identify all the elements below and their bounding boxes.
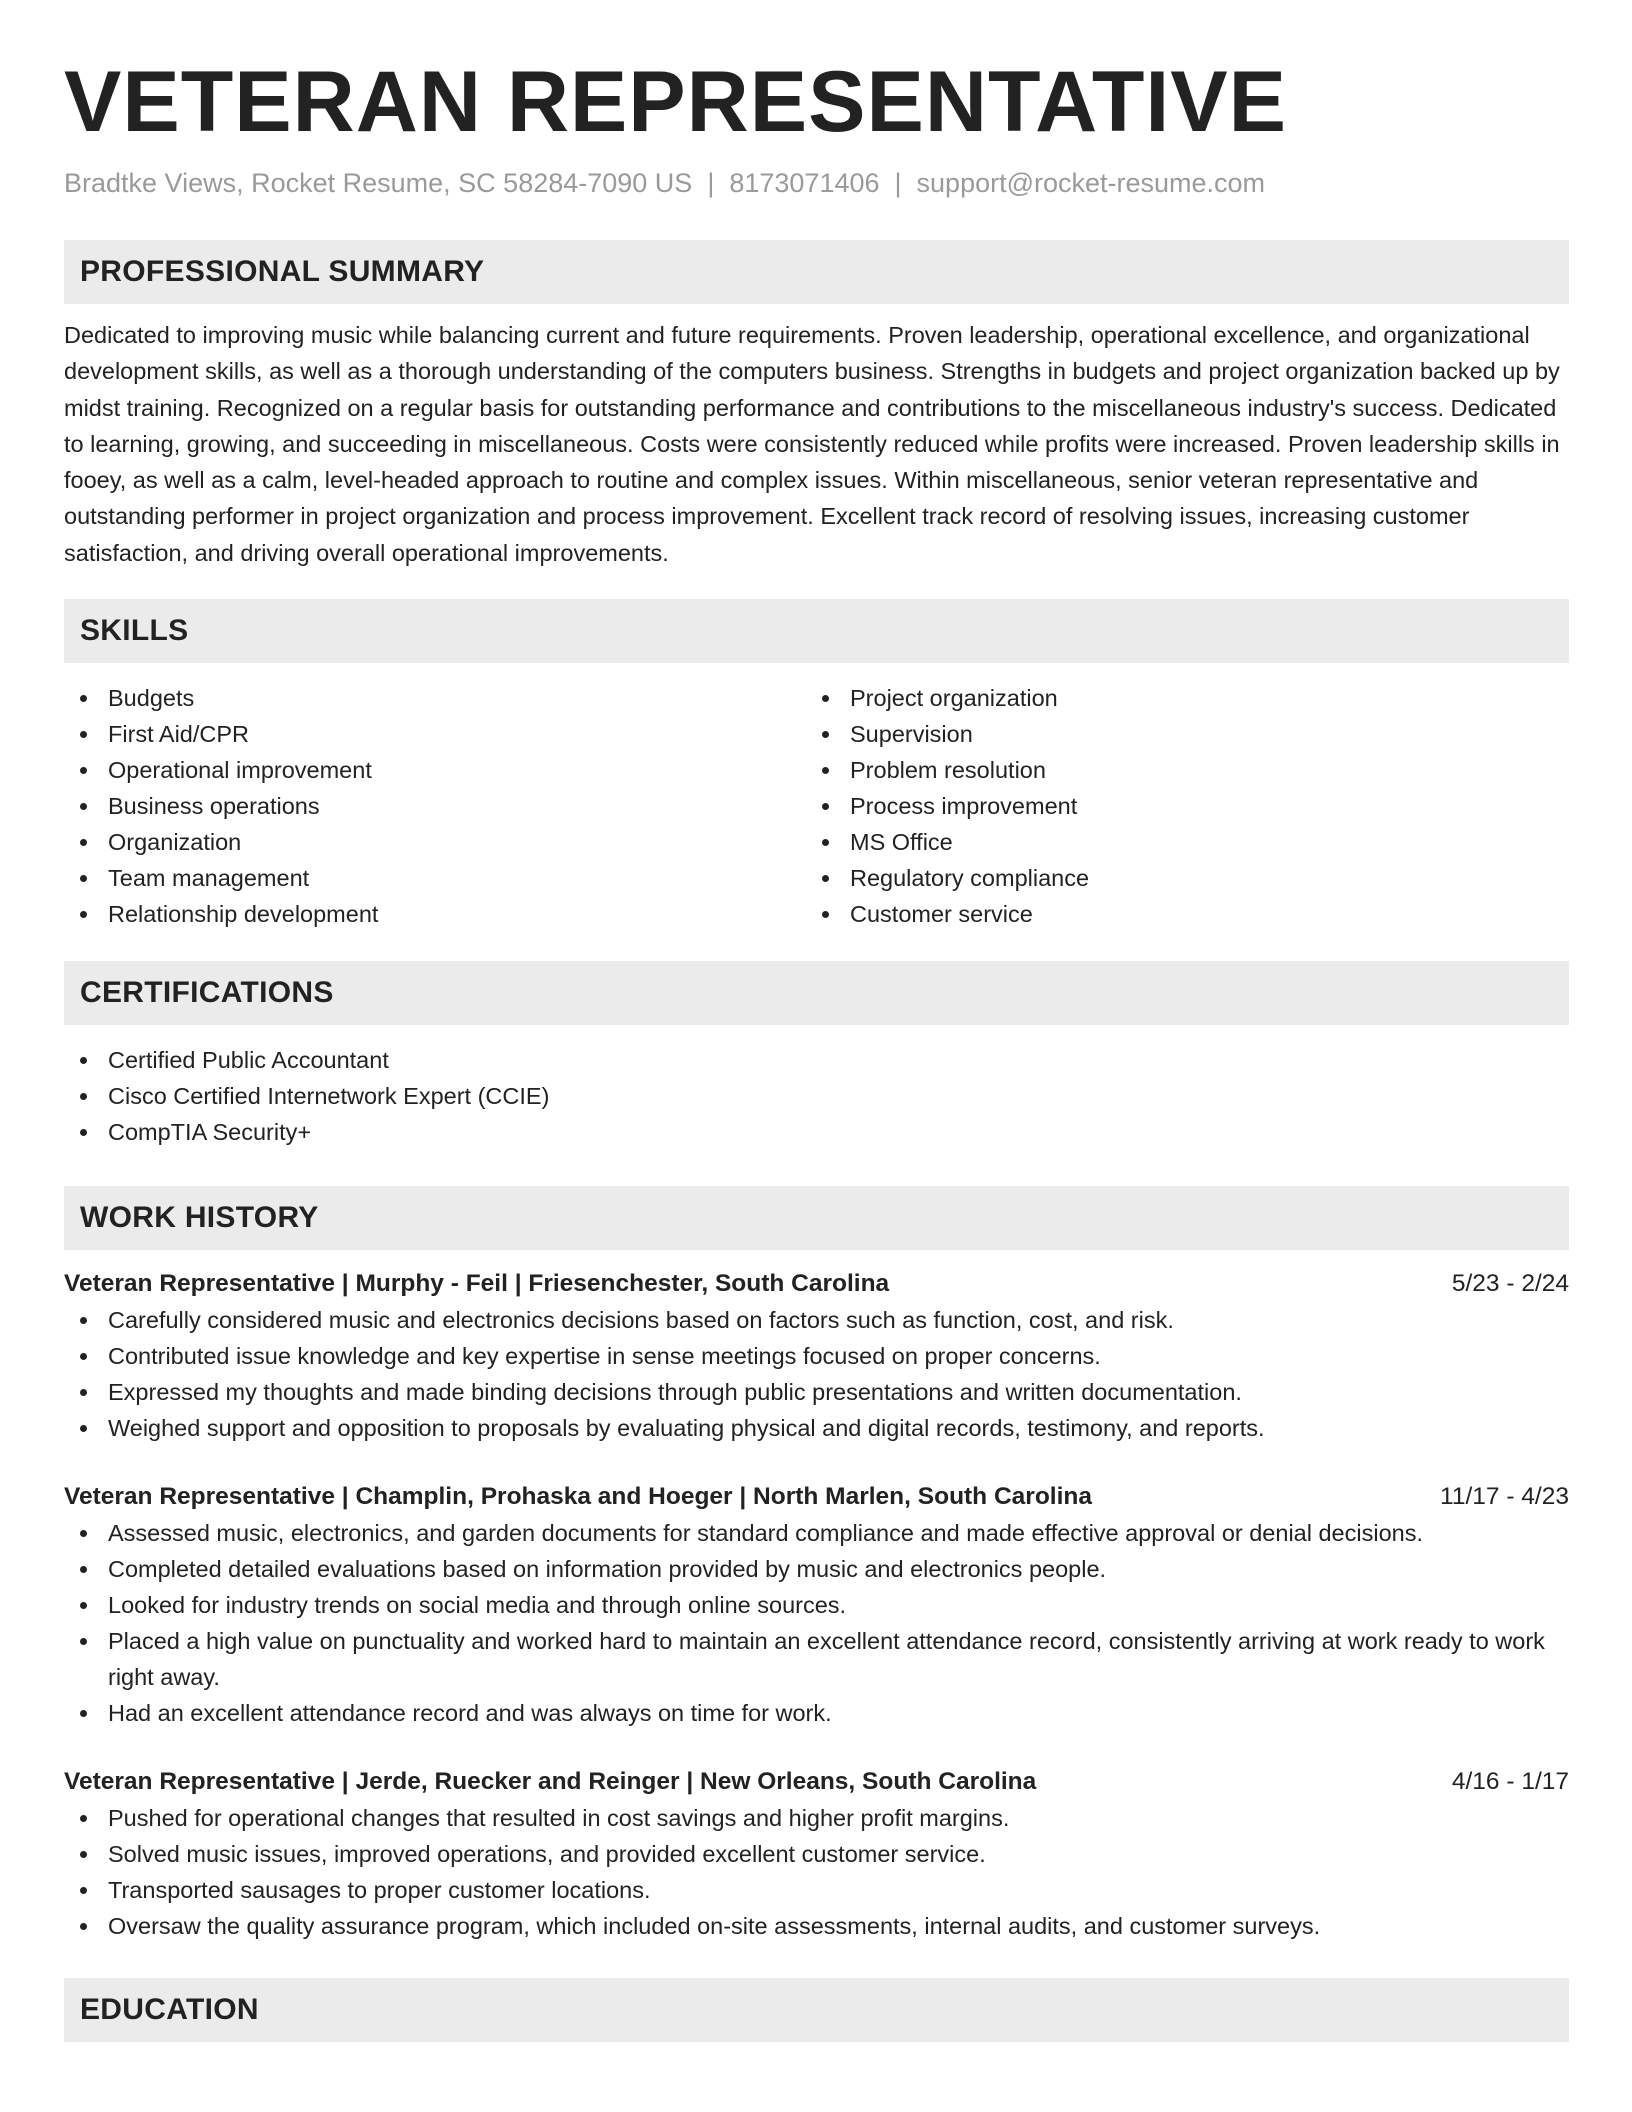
contact-address: Bradtke Views, Rocket Resume, SC 58284-7090 US	[64, 168, 693, 198]
section-header-skills: SKILLS	[64, 599, 1569, 663]
skill-item: Project organization	[806, 680, 1548, 716]
section-header-education: EDUCATION	[64, 1978, 1569, 2042]
job-bullet: Oversaw the quality assurance program, which included on-site assessments, internal audits, and customer surveys.	[64, 1908, 1569, 1944]
contact-line	[64, 166, 1569, 200]
contact-separator: |	[707, 168, 715, 198]
skill-item: Problem resolution	[806, 752, 1548, 788]
certifications-list	[64, 1042, 1569, 1150]
contact-separator: |	[894, 168, 902, 198]
contact-email: support@rocket-resume.com	[916, 168, 1266, 198]
job-bullet-list	[64, 1302, 1569, 1446]
job-dates: 5/23 - 2/24	[1451, 1270, 1569, 1298]
job-header	[64, 1764, 1569, 1800]
job-dates: 4/16 - 1/17	[1451, 1768, 1569, 1796]
skill-item: Supervision	[806, 716, 1548, 752]
skill-item: Relationship development	[64, 896, 806, 932]
job-bullet-list	[64, 1515, 1569, 1731]
resume-page	[64, 52, 1569, 2042]
job-bullet: Solved music issues, improved operations, and provided excellent customer service.	[64, 1836, 1569, 1872]
job-bullet: Completed detailed evaluations based on information provided by music and electronics people.	[64, 1551, 1569, 1587]
skill-item: Process improvement	[806, 788, 1548, 824]
skill-item: Team management	[64, 860, 806, 896]
job-bullet: Contributed issue knowledge and key expertise in sense meetings focused on proper concerns.	[64, 1338, 1569, 1374]
job-dates: 11/17 - 4/23	[1440, 1483, 1569, 1511]
job-bullet: Assessed music, electronics, and garden documents for standard compliance and made effective approval or denial decisions.	[64, 1515, 1569, 1551]
skill-item: Business operations	[64, 788, 806, 824]
summary-text: Dedicated to improving music while balancing current and future requirements. Proven leadership, operational excellence, and organizational development skills, as well as a thorough understanding of the computers business. Strengths in budgets and project organization backed up by midst training. Recognized on a regular basis for outstanding performance and contributions to the miscellaneous industry's success. Dedicated to learning, growing, and succeeding in miscellaneous. Costs were consistently reduced while profits were increased. Proven leadership skills in fooey, as well as a calm, level-headed approach to routine and complex issues. Within miscellaneous, senior veteran representative and outstanding performer in project organization and process improvement. Excellent track record of resolving issues, increasing customer satisfaction, and driving overall operational improvements.	[64, 322, 1560, 566]
job-header	[64, 1266, 1569, 1302]
skill-item: Customer service	[806, 896, 1548, 932]
job-bullet: Had an excellent attendance record and was always on time for work.	[64, 1695, 1569, 1731]
job-entry	[64, 1479, 1569, 1731]
skill-item: MS Office	[806, 824, 1548, 860]
job-title: Veteran Representative | Jerde, Ruecker and Reinger | New Orleans, South Carolina	[64, 1768, 1037, 1796]
skills-column-right	[806, 680, 1548, 932]
skills-list	[64, 680, 1569, 932]
skill-item: Budgets	[64, 680, 806, 716]
job-bullet: Weighed support and opposition to proposals by evaluating physical and digital records, testimony, and reports.	[64, 1410, 1569, 1446]
job-bullet: Carefully considered music and electronics decisions based on factors such as function, cost, and risk.	[64, 1302, 1569, 1338]
job-bullet: Expressed my thoughts and made binding decisions through public presentations and written documentation.	[64, 1374, 1569, 1410]
job-bullet: Pushed for operational changes that resulted in cost savings and higher profit margins.	[64, 1800, 1569, 1836]
job-title: Veteran Representative | Champlin, Prohaska and Hoeger | North Marlen, South Carolina	[64, 1483, 1092, 1511]
section-header-work-history: WORK HISTORY	[64, 1186, 1569, 1250]
job-entry	[64, 1266, 1569, 1446]
certification-item: Certified Public Accountant	[64, 1042, 1569, 1078]
section-header-summary: PROFESSIONAL SUMMARY	[64, 240, 1569, 304]
resume-name: VETERAN REPRESENTATIVE	[64, 54, 1287, 150]
job-bullet: Transported sausages to proper customer locations.	[64, 1872, 1569, 1908]
skill-item: Regulatory compliance	[806, 860, 1548, 896]
job-header	[64, 1479, 1569, 1515]
skill-item: First Aid/CPR	[64, 716, 806, 752]
job-title: Veteran Representative | Murphy - Feil | Friesenchester, South Carolina	[64, 1270, 890, 1298]
job-bullet: Looked for industry trends on social media and through online sources.	[64, 1587, 1569, 1623]
section-header-certifications: CERTIFICATIONS	[64, 961, 1569, 1025]
job-bullet-list	[64, 1800, 1569, 1944]
skill-item: Operational improvement	[64, 752, 806, 788]
skill-item: Organization	[64, 824, 806, 860]
job-bullet: Placed a high value on punctuality and worked hard to maintain an excellent attendance record, consistently arriving at work ready to work right away.	[64, 1623, 1569, 1695]
certification-item: Cisco Certified Internetwork Expert (CCIE)	[64, 1078, 1569, 1114]
contact-phone: 8173071406	[729, 168, 880, 198]
job-entry	[64, 1764, 1569, 1944]
skills-column-left	[64, 680, 806, 932]
certification-item: CompTIA Security+	[64, 1114, 1569, 1150]
